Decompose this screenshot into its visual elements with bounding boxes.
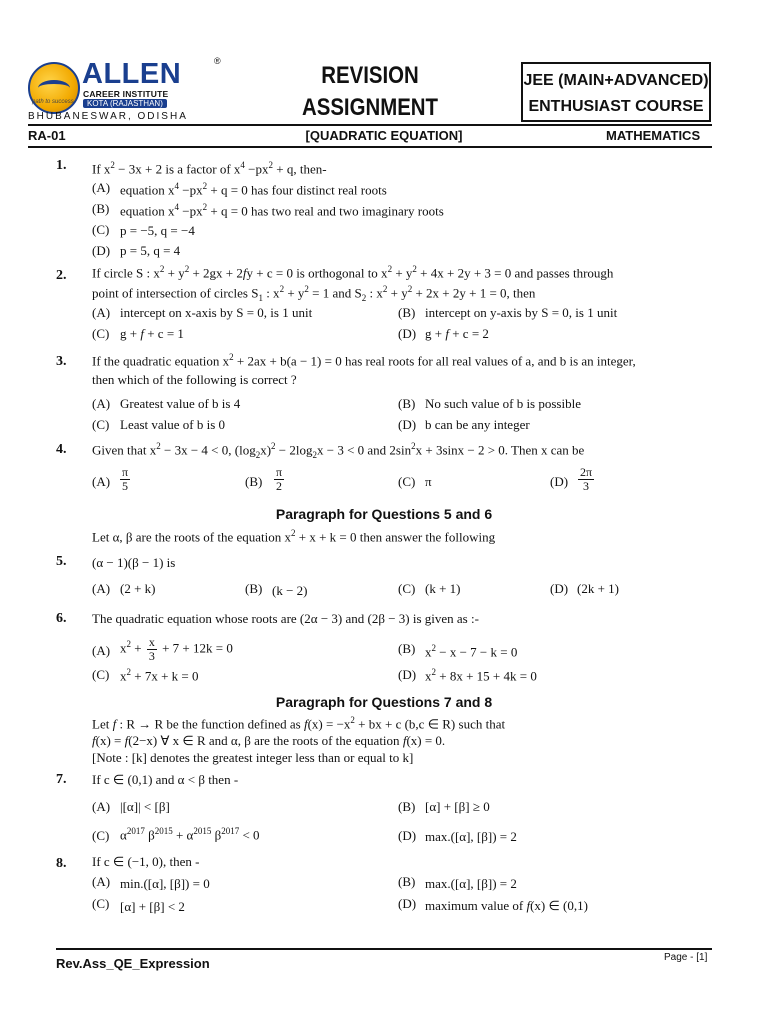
- globe-book-icon: [28, 62, 80, 114]
- logo-kota: KOTA (RAJASTHAN): [83, 99, 167, 108]
- option-text: b can be any integer: [425, 417, 530, 432]
- logo-subtitle: CAREER INSTITUTE: [83, 89, 169, 99]
- option-text: maximum value of f(x) ∈ (0,1): [425, 898, 588, 913]
- option-label-d: (D): [550, 581, 569, 596]
- option-text: $x^2 + 7x + k = 0$: [120, 667, 199, 684]
- question-stem: If $x^2 - 3x + 2$ is a factor of $x^4 -px^2 + q$, then-: [92, 160, 327, 177]
- option-text: p = −5, q = −4: [120, 223, 195, 238]
- course-line-1: JEE (MAIN+ADVANCED): [523, 72, 709, 89]
- page-title: [285, 60, 455, 124]
- assignment-code: RA-01: [28, 128, 66, 143]
- option-label-c: (C): [398, 581, 416, 596]
- logo-tagline: path to success: [32, 99, 74, 105]
- option-text: $\frac{\pi}{2}$: [276, 465, 283, 493]
- option-label-d: (D): [398, 417, 417, 432]
- option-text: No such value of b is possible: [425, 396, 581, 411]
- option-text: (2k + 1): [577, 581, 619, 596]
- question-stem: (α − 1)(β − 1) is: [92, 555, 176, 570]
- title-line-2: ASSIGNMENT: [301, 94, 438, 121]
- option-label-d: (D): [398, 828, 417, 843]
- footer-rule: [56, 948, 712, 950]
- question-number: 6.: [56, 611, 67, 626]
- topic-label: [QUADRATIC EQUATION]: [305, 128, 463, 143]
- question-stem-cont: then which of the following is correct ?: [92, 372, 297, 387]
- option-text: $\frac{\pi}{5}$: [122, 465, 129, 493]
- option-label-b: (B): [398, 874, 416, 889]
- question-number: 4.: [56, 442, 67, 457]
- question-number: 3.: [56, 354, 67, 369]
- question-stem: The quadratic equation whose roots are (2α − 3) and (2β − 3) is given as :-: [92, 611, 479, 626]
- option-text: $x^2$ + $\frac{x}{3}$ + 7 + 12k = 0: [120, 635, 233, 663]
- option-text: p = 5, q = 4: [120, 243, 181, 258]
- option-label-d: (D): [398, 667, 417, 682]
- option-text: |[α]| < [β]: [120, 799, 170, 814]
- option-label-b: (B): [92, 201, 110, 216]
- option-text: Least value of b is 0: [120, 417, 226, 432]
- option-label-a: (A): [92, 305, 111, 320]
- option-text: intercept on x-axis by S = 0, is 1 unit: [120, 305, 313, 320]
- option-text: Greatest value of b is 4: [120, 396, 241, 411]
- option-text: max.([α], [β]) = 2: [425, 829, 517, 844]
- option-label-a: (A): [92, 474, 111, 489]
- paragraph-heading: Paragraph for Questions 5 and 6: [275, 506, 493, 522]
- option-label-c: (C): [92, 667, 110, 682]
- option-text: equation $x^4 -px^2 + q = 0$ has four distinct real roots: [120, 181, 387, 198]
- option-text: (k − 2): [272, 583, 308, 598]
- paragraph-text: f(x) = f(2−x) ∀ x ∈ R and α, β are the roots of the equation f(x) = 0.: [92, 733, 446, 748]
- option-label-c: (C): [92, 417, 110, 432]
- option-label-a: (A): [92, 643, 111, 658]
- option-label-c: (C): [398, 474, 416, 489]
- paragraph-text: Let α, β are the roots of the equation $x^2 + x + k = 0$ then answer the following: [92, 528, 496, 545]
- paragraph-heading: Paragraph for Questions 7 and 8: [275, 694, 493, 710]
- question-number: 2.: [56, 268, 67, 283]
- question-stem-cont: point of intersection of circles $S_1$ : $x^2 + y^2 = 1$ and $S_2$ : $x^2 + y^2 + 2x + 2y + 1 = 0$, then: [92, 284, 536, 303]
- option-text: $x^2 + 8x + 15 + 4k = 0$: [425, 667, 537, 684]
- course-box: [521, 62, 711, 122]
- option-text: [α] + [β] < 2: [120, 899, 185, 914]
- option-label-a: (A): [92, 581, 111, 596]
- option-label-b: (B): [398, 799, 416, 814]
- question-stem: If c ∈ (−1, 0), then -: [92, 854, 200, 869]
- question-stem: If the quadratic equation $x^2 + 2ax + b(a - 1) = 0$ has real roots for all real values of a, and b is an integer,: [92, 352, 636, 369]
- option-label-b: (B): [245, 581, 263, 596]
- header-rule-top: [28, 124, 712, 126]
- option-text: $\frac{2\pi}{3}$: [580, 465, 593, 493]
- option-text: max.([α], [β]) = 2: [425, 876, 517, 891]
- registered-mark: ®: [214, 56, 221, 66]
- question-stem: If circle S : $x^2 + y^2 + 2gx + 2fy + c = 0$ is orthogonal to $x^2 + y^2 + 4x + 2y + 3 = 0$ and passes through: [92, 264, 614, 281]
- option-text: g + f + c = 1: [120, 326, 184, 341]
- city-label: BHUBANESWAR, ODISHA: [28, 111, 188, 122]
- option-label-b: (B): [398, 396, 416, 411]
- option-text: $x^2 - x - 7 - k = 0$: [425, 643, 518, 660]
- option-label-b: (B): [245, 474, 263, 489]
- question-number: 1.: [56, 158, 67, 173]
- question-stem: If c ∈ (0,1) and α < β then -: [92, 772, 239, 787]
- option-label-b: (B): [398, 305, 416, 320]
- footer-doc-code: Rev.Ass_QE_Expression: [56, 956, 210, 971]
- option-label-c: (C): [92, 326, 110, 341]
- option-label-c: (C): [92, 222, 110, 237]
- option-label-a: (A): [92, 874, 111, 889]
- option-text: π: [425, 474, 432, 489]
- question-number: 7.: [56, 772, 67, 787]
- option-text: [α] + [β] ≥ 0: [425, 799, 490, 814]
- header-rule-bottom: [28, 146, 712, 148]
- subject-label: MATHEMATICS: [606, 128, 701, 143]
- option-label-a: (A): [92, 799, 111, 814]
- question-number: 5.: [56, 554, 67, 569]
- option-text: g + f + c = 2: [425, 326, 489, 341]
- option-label-d: (D): [398, 326, 417, 341]
- title-line-1: REVISION: [321, 62, 419, 89]
- option-text: $\alpha^{2017}$ $\beta^{2015} + \alpha^{2015}$ $\beta^{2017} < 0$: [120, 826, 260, 843]
- option-label-c: (C): [92, 896, 110, 911]
- option-label-d: (D): [550, 474, 569, 489]
- option-text: equation $x^4 -px^2 + q = 0$ has two real and two imaginary roots: [120, 202, 444, 219]
- paragraph-note: [Note : [k] denotes the greatest integer less than or equal to k]: [92, 750, 414, 765]
- question-stem: Given that $x^2 - 3x - 4 < 0$, $(\log_2x)^2 - 2\log_2x - 3 < 0$ and $2\sin^2x + 3\sin x - 2 > 0$. Then x can be: [92, 441, 585, 460]
- question-number: 8.: [56, 856, 67, 871]
- page-number: Page - [1]: [664, 952, 708, 963]
- option-text: min.([α], [β]) = 0: [120, 876, 210, 891]
- option-label-c: (C): [92, 828, 110, 843]
- option-label-d: (D): [398, 896, 417, 911]
- option-label-a: (A): [92, 180, 111, 195]
- allen-logo: [28, 56, 221, 112]
- option-label-d: (D): [92, 243, 111, 258]
- option-text: intercept on y-axis by S = 0, is 1 unit: [425, 305, 618, 320]
- option-label-b: (B): [398, 641, 416, 656]
- option-text: (k + 1): [425, 581, 461, 596]
- course-line-2: ENTHUSIAST COURSE: [528, 98, 704, 115]
- option-label-a: (A): [92, 396, 111, 411]
- paragraph-text: Let f : R → R be the function defined as $f(x) = -x^2$ + bx + c (b,c ∈ R) such that: [92, 715, 506, 732]
- logo-brand: ALLEN: [82, 58, 182, 90]
- option-text: (2 + k): [120, 581, 156, 596]
